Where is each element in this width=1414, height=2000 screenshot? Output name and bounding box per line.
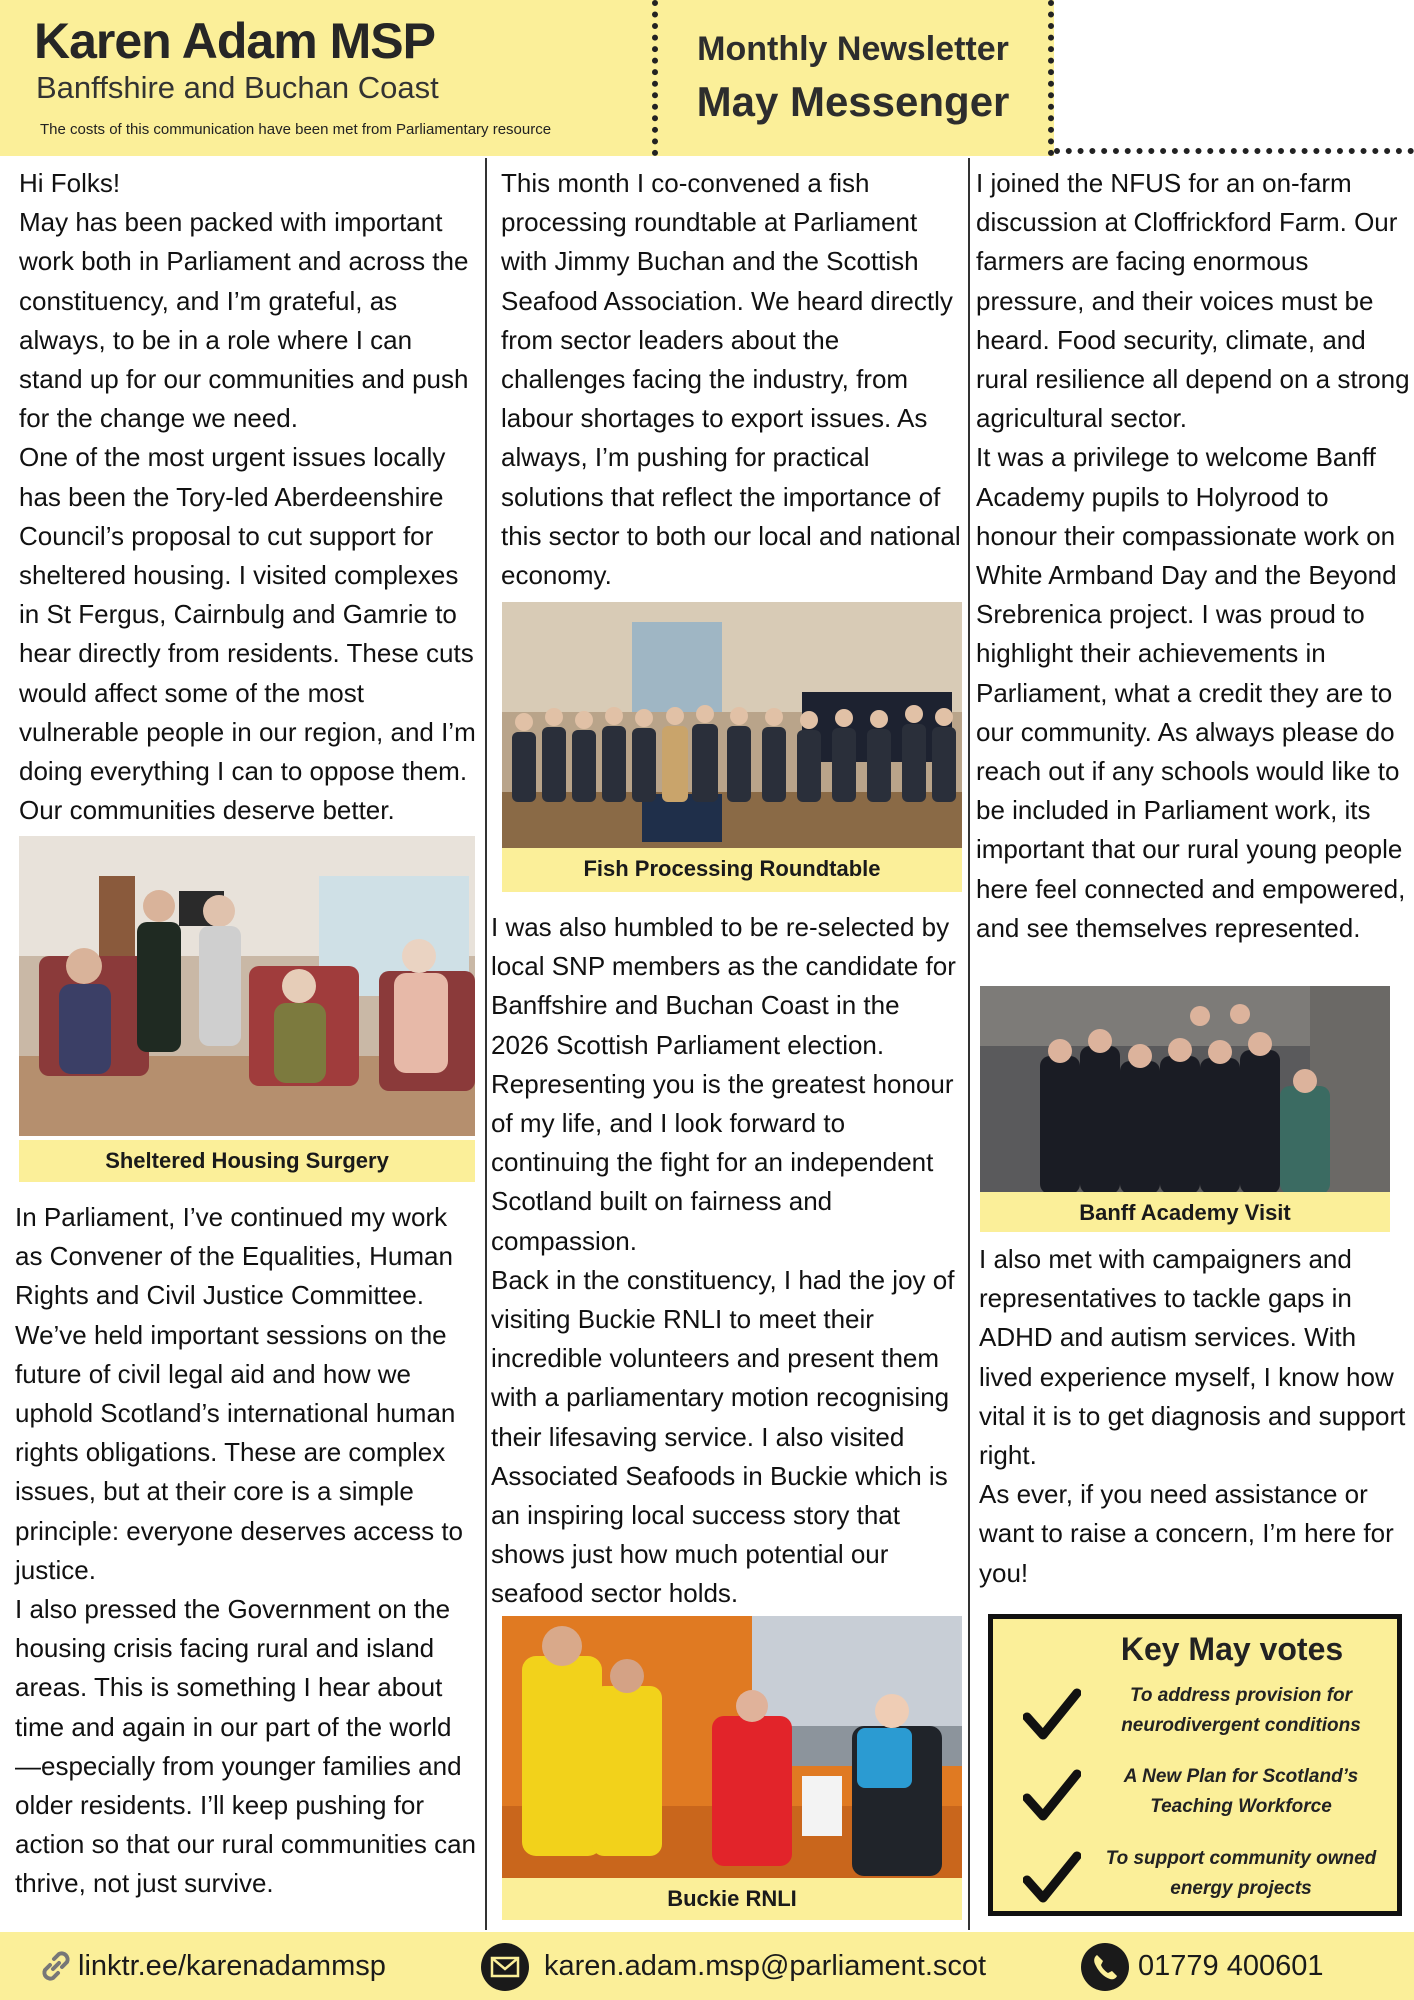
header-banner: [0, 0, 652, 156]
paragraph: May has been packed with important work both in Parliament and across the constituency, and I’m grateful, as always, to be in a role where I can stand up for our communities and push for the change we need.: [19, 207, 469, 434]
key-votes-box: [988, 1614, 1402, 1916]
column-divider: [485, 158, 487, 1930]
article-column-3a: [976, 164, 1410, 948]
constituency: Banffshire and Buchan Coast: [36, 70, 439, 105]
paragraph: Back in the constituency, I had the joy of visiting Buckie RNLI to meet their incredible volunteers and present them with a parliamentary motion recognising their lifesaving service. I also visited Associated Seafoods in Buckie which is an inspiring local success story that shows just how much potential our seafood sector holds.: [491, 1264, 955, 1609]
phone-icon: [1080, 1942, 1130, 1992]
newsletter-title-box: [652, 0, 1054, 156]
article-column-1b: [15, 1198, 477, 1904]
photo-caption: Sheltered Housing Surgery: [19, 1140, 475, 1182]
paragraph: One of the most urgent issues locally has been the Tory-led Aberdeenshire Council’s proposal to cut support for sheltered housing. I visited complexes in St Fergus, Cairnbulg and Gamrie to hear directly from residents. These cuts would affect some of the most vulnerable people in our region, and I’m doing everything I can to oppose them. Our communities deserve better.: [19, 442, 476, 826]
link-icon: [38, 1948, 74, 1984]
photo-caption: Banff Academy Visit: [980, 1192, 1390, 1232]
vote-item: [1023, 1681, 1393, 1751]
contact-footer: [0, 1932, 1414, 2000]
paragraph: Representing you is the greatest honour of my life, and I look forward to continuing the fight for an independent Scotland built on fairness and compassion.: [491, 1068, 954, 1256]
checkmark-icon: [1023, 1850, 1081, 1906]
sheltered-housing-photo: [19, 836, 475, 1136]
photo-caption: Fish Processing Roundtable: [502, 848, 962, 892]
paragraph: I also pressed the Government on the housing crisis facing rural and island areas. This is something I hear about time and again in our part of the world—especially from younger families and older residents. I’ll keep pushing for action so that our rural communities can thrive, not just survive.: [15, 1594, 476, 1899]
greeting: Hi Folks!: [19, 168, 121, 198]
newsletter-label: Monthly Newsletter: [697, 30, 1009, 68]
banff-academy-photo: [980, 986, 1390, 1194]
article-column-1a: [19, 164, 481, 830]
mp-name: Karen Adam MSP: [34, 13, 435, 69]
article-column-3b: [979, 1240, 1409, 1593]
paragraph: This month I co-convened a fish processing roundtable at Parliament with Jimmy Buchan and the Scottish Seafood Association. We heard directly from sector leaders about the challenges facing the industry, from labour shortages to export issues. As always, I’m pushing for practical solutions that reflect the importance of this sector to both our local and national economy.: [501, 168, 961, 591]
article-column-2b: [491, 908, 963, 1614]
article-column-2a: [501, 164, 963, 595]
buckie-rnli-photo: [502, 1616, 962, 1878]
vote-item: [1023, 1844, 1393, 1914]
vote-item: [1023, 1762, 1393, 1832]
paragraph: As ever, if you need assistance or want to raise a concern, I’m here for you!: [979, 1479, 1394, 1588]
email-link[interactable]: karen.adam.msp@parliament.scot: [544, 1950, 987, 1982]
vote-text: To address provision for neurodivergent conditions: [1121, 1685, 1361, 1736]
photo-caption: Buckie RNLI: [502, 1878, 962, 1920]
paragraph: In Parliament, I’ve continued my work as Convener of the Equalities, Human Rights and Civil Justice Committee. We’ve held important sessions on the future of civil legal aid and how we uphold Scotland’s international human rights obligations. These are complex issues, but at their core is a simple principle: everyone deserves access to justice.: [15, 1202, 464, 1585]
paragraph: I was also humbled to be re-selected by local SNP members as the candidate for Banffshire and Buchan Coast in the 2026 Scottish Parliament election.: [491, 912, 956, 1060]
costs-note: The costs of this communication have been met from Parliamentary resource: [40, 121, 552, 138]
header-dotted-divider: [1054, 148, 1414, 154]
checkmark-icon: [1023, 1768, 1081, 1824]
phone-link[interactable]: 01779 400601: [1138, 1950, 1324, 1982]
newsletter-title: May Messenger: [696, 78, 1010, 125]
column-divider: [968, 158, 970, 1930]
fish-roundtable-photo: [502, 602, 962, 848]
linktree-link[interactable]: linktr.ee/karenadammsp: [78, 1950, 386, 1982]
paragraph: I joined the NFUS for an on-farm discussion at Cloffrickford Farm. Our farmers are facing enormous pressure, and their voices must be heard. Food security, climate, and rural resilience all depend on a strong agricultural sector.: [976, 168, 1410, 434]
paragraph: It was a privilege to welcome Banff Academy pupils to Holyrood to honour their compassionate work on White Armband Day and the Beyond Srebrenica project. I was proud to highlight their achievements in Parliament, what a credit they are to our community. As always please do reach out if any schools would like to be included in Parliament work, its important that our rural young people here feel connected and empowered, and see themselves represented.: [976, 442, 1406, 943]
checkmark-icon: [1023, 1687, 1081, 1743]
vote-text: A New Plan for Scotland’s Teaching Workforce: [1123, 1766, 1359, 1817]
paragraph: I also met with campaigners and representatives to tackle gaps in ADHD and autism services. With lived experience myself, I know how vital it is to get diagnosis and support right.: [979, 1244, 1406, 1471]
mail-icon: [480, 1942, 530, 1992]
key-votes-title: Key May votes: [1120, 1631, 1344, 1667]
vote-text: To support community owned energy projects: [1105, 1848, 1377, 1899]
